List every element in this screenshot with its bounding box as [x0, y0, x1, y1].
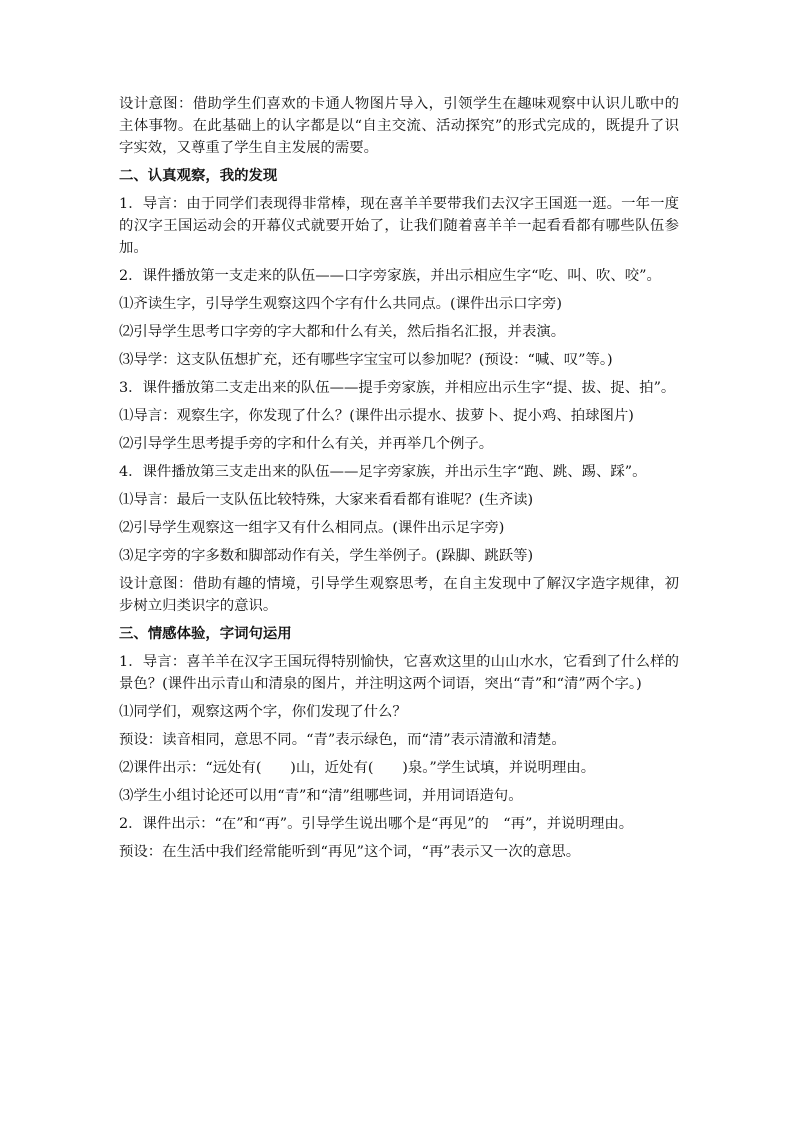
step-4-sub-2: ⑵引导学生观察这一组字又有什么相同点。(课件出示足字旁) [119, 520, 505, 536]
part3-step-1-sub-3: ⑶学生小组讨论还可以用“青”和“清”组哪些词，并用词语造句。 [119, 788, 523, 804]
step-1-paragraph: 1．导言：由于同学们表现得非常棒，现在喜羊羊要带我们去汉字王国逛一逛。一年一度的汉字王国运动会的开幕仪式就要开始了，让我们随着喜羊羊一起看看都有哪些队伍参加。 [119, 196, 679, 256]
step-4-sub-3: ⑶足字旁的字多数和脚部动作有关，学生举例子。(跺脚、跳跃等) [119, 548, 534, 564]
part3-step-1-sub-1: ⑴同学们，观察这两个字，你们发现了什么？ [119, 704, 407, 720]
part3-step-1-sub-2: ⑵课件出示：“远处有( )山，近处有( )泉。”学生试填，并说明理由。 [119, 760, 596, 776]
section-heading-observe: 二、认真观察，我的发现 [119, 168, 278, 184]
step-3-sub-2: ⑵引导学生思考提手旁的字和什么有关，并再举几个例子。 [119, 436, 494, 452]
part3-preset-1: 预设：读音相同，意思不同。“青”表示绿色，而“清”表示清澈和清楚。 [119, 732, 566, 748]
part3-step-1-paragraph: 1．导言：喜羊羊在汉字王国玩得特别愉快，它喜欢这里的山山水水，它看到了什么样的景色？(课件出示青山和清泉的图片，并注明这两个词语，突出“青”和“清”两个字。) [119, 654, 679, 692]
step-3-paragraph: 3．课件播放第二支走出来的队伍——提手旁家族，并相应出示生字“提、拔、捉、拍”。 [119, 380, 676, 396]
part3-step-2-paragraph: 2．课件出示：“在”和“再”。引导学生说出哪个是“再见”的 “再”，并说明理由。 [119, 816, 634, 832]
step-3-sub-1: ⑴导言：观察生字，你发现了什么？(课件出示提水、拔萝卜、捉小鸡、拍球图片) [119, 408, 634, 424]
step-2-sub-2: ⑵引导学生思考口字旁的字大都和什么有关，然后指名汇报，并表演。 [119, 324, 566, 340]
step-2-sub-3: ⑶导学：这支队伍想扩充，还有哪些字宝宝可以参加呢？(预设：“喊、叹”等。) [119, 352, 613, 368]
step-2-sub-1: ⑴齐读生字，引导学生观察这四个字有什么共同点。(课件出示口字旁) [119, 296, 562, 312]
part3-preset-2: 预设：在生活中我们经常能听到“再见”这个词，“再”表示又一次的意思。 [119, 844, 581, 860]
step-2-paragraph: 2．课件播放第一支走来的队伍——口字旁家族，并出示相应生字“吃、叫、吹、咬”。 [119, 268, 661, 284]
design-intent-paragraph: 设计意图：借助学生们喜欢的卡通人物图片导入，引领学生在趣味观察中认识儿歌中的主体事物。在此基础上的认字都是以“自主交流、活动探究”的形式完成的，既提升了识字实效，又尊重了学生自主发展的需要。 [119, 96, 679, 156]
step-4-paragraph: 4．课件播放第三支走出来的队伍——足字旁家族，并出示生字“跑、跳、踢、踩”。 [119, 464, 647, 480]
document-body [119, 93, 679, 869]
design-intent-paragraph-2: 设计意图：借助有趣的情境，引导学生观察思考，在自主发现中了解汉字造字规律，初步树立归类识字的意识。 [119, 576, 679, 614]
section-heading-experience: 三、情感体验，字词句运用 [119, 626, 292, 642]
step-4-sub-1: ⑴导言：最后一支队伍比较特殊，大家来看看都有谁呢？(生齐读) [119, 492, 534, 508]
